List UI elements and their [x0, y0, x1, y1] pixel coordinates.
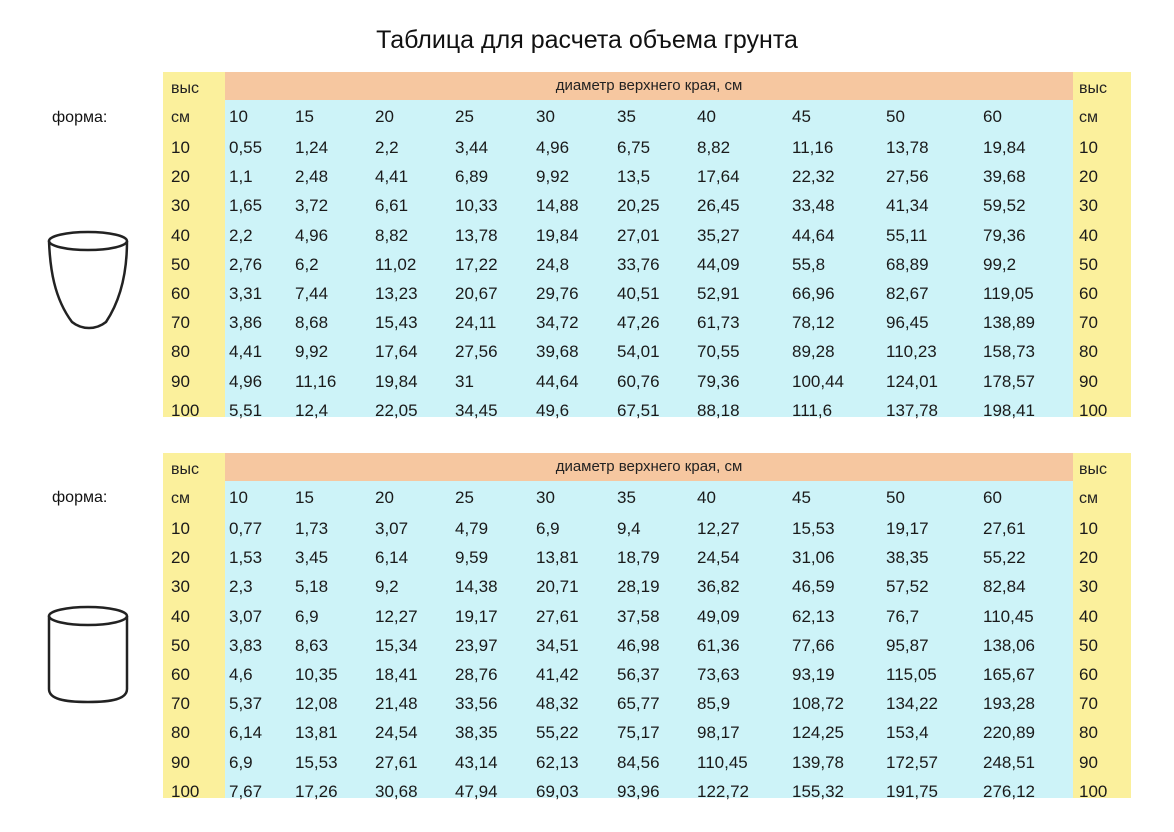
vys-label-left: выс	[171, 80, 199, 97]
diameter-header: 40	[697, 107, 716, 126]
table-cell: 34,72	[536, 313, 579, 332]
height-label-right: 40	[1079, 226, 1098, 245]
table-cell: 61,36	[697, 636, 740, 655]
table-cell: 178,57	[983, 372, 1035, 391]
table-cell: 124,25	[792, 723, 844, 742]
height-label-left: 40	[171, 607, 190, 626]
table-cell: 84,56	[617, 753, 660, 772]
table-cell: 6,2	[295, 255, 319, 274]
table-cell: 12,27	[375, 607, 418, 626]
height-label-right: 20	[1079, 167, 1098, 186]
table-cell: 17,26	[295, 782, 338, 801]
diameter-header: 25	[455, 107, 474, 126]
table-cell: 4,41	[229, 342, 263, 361]
table-cell: 59,52	[983, 196, 1026, 215]
height-label-left: 70	[171, 313, 190, 332]
table-cell: 27,56	[886, 167, 929, 186]
table-cell: 15,34	[375, 636, 418, 655]
table-cell: 89,28	[792, 342, 835, 361]
table-cell: 70,55	[697, 342, 740, 361]
height-label-left: 60	[171, 284, 190, 303]
height-label-right: 20	[1079, 548, 1098, 567]
table-cell: 39,68	[983, 167, 1026, 186]
height-label-right: 10	[1079, 138, 1098, 157]
table-cell: 3,45	[295, 548, 329, 567]
forma-label-2: форма:	[52, 489, 108, 506]
table-cell: 82,67	[886, 284, 929, 303]
table-cell: 19,84	[375, 372, 418, 391]
table-cell: 17,64	[697, 167, 740, 186]
table-cell: 6,9	[229, 753, 253, 772]
table-cell: 165,67	[983, 665, 1035, 684]
table-cell: 153,4	[886, 723, 929, 742]
table-cell: 3,72	[295, 196, 329, 215]
table-cell: 5,51	[229, 401, 263, 420]
table-cell: 115,05	[886, 665, 937, 684]
table-cell: 9,2	[375, 577, 399, 596]
diameter-header: 45	[792, 107, 811, 126]
vys-label-right: выс	[1079, 461, 1107, 478]
table-cell: 55,11	[886, 226, 928, 245]
table-cell: 138,89	[983, 313, 1035, 332]
table-cell: 31	[455, 372, 474, 391]
height-label-left: 50	[171, 255, 190, 274]
table-cell: 49,09	[697, 607, 740, 626]
table-cell: 18,41	[375, 665, 418, 684]
table-cell: 54,01	[617, 342, 660, 361]
height-label-left: 10	[171, 519, 190, 538]
table-cell: 9,59	[455, 548, 489, 567]
height-label-right: 100	[1079, 401, 1108, 420]
table-cell: 3,83	[229, 636, 263, 655]
table-cell: 78,12	[792, 313, 835, 332]
table-cell: 11,02	[375, 255, 417, 274]
table-cell: 17,64	[375, 342, 418, 361]
table-cell: 99,2	[983, 255, 1017, 274]
table-cell: 6,89	[455, 167, 489, 186]
table-cell: 23,97	[455, 636, 498, 655]
height-label-right: 50	[1079, 636, 1098, 655]
diameter-header: 35	[617, 488, 636, 507]
table-cell: 37,58	[617, 607, 660, 626]
table-cell: 15,53	[295, 753, 338, 772]
diameter-header: 60	[983, 107, 1002, 126]
table-cell: 52,91	[697, 284, 740, 303]
diameter-header: 10	[229, 107, 248, 126]
table-cell: 27,61	[983, 519, 1026, 538]
diameter-caption: диаметр верхнего края, см	[555, 458, 743, 475]
table-cell: 76,7	[886, 607, 920, 626]
table-cell: 24,54	[375, 723, 418, 742]
height-label-left: 80	[171, 723, 190, 742]
height-label-right: 90	[1079, 753, 1098, 772]
table-cell: 193,28	[983, 694, 1035, 713]
diameter-header: 50	[886, 488, 905, 507]
table-cell: 20,67	[455, 284, 498, 303]
table-cell: 12,27	[697, 519, 740, 538]
height-label-left: 40	[171, 226, 190, 245]
table-cell: 79,36	[983, 226, 1026, 245]
table-cell: 49,6	[536, 401, 570, 420]
table-cell: 34,51	[536, 636, 579, 655]
table-cell: 172,57	[886, 753, 938, 772]
table-cell: 75,17	[617, 723, 660, 742]
table-cell: 38,35	[455, 723, 498, 742]
table-cell: 110,45	[983, 607, 1034, 626]
table-cell: 44,64	[792, 226, 835, 245]
sm-label-right: см	[1079, 109, 1098, 126]
table-cell: 13,23	[375, 284, 418, 303]
table-cell: 9,92	[536, 167, 570, 186]
sm-label-left: см	[171, 109, 190, 126]
table-cell: 48,32	[536, 694, 579, 713]
table-cell: 155,32	[792, 782, 844, 801]
table-cell: 33,48	[792, 196, 835, 215]
table-cell: 93,96	[617, 782, 660, 801]
height-label-left: 50	[171, 636, 190, 655]
table-cell: 1,73	[295, 519, 329, 538]
height-label-left: 100	[171, 401, 200, 420]
height-label-right: 70	[1079, 694, 1098, 713]
table-cell: 93,19	[792, 665, 835, 684]
table-cell: 8,68	[295, 313, 329, 332]
table-cell: 111,6	[792, 401, 833, 420]
table-cell: 3,07	[229, 607, 263, 626]
table-cell: 9,4	[617, 519, 641, 538]
table-cell: 4,6	[229, 665, 253, 684]
table-cell: 36,82	[697, 577, 740, 596]
table-cell: 11,16	[295, 372, 337, 391]
height-label-right: 60	[1079, 665, 1098, 684]
table-cell: 55,8	[792, 255, 826, 274]
table-cell: 191,75	[886, 782, 938, 801]
table-cell: 7,44	[295, 284, 329, 303]
table-cell: 13,81	[536, 548, 579, 567]
table-cell: 62,13	[536, 753, 579, 772]
table-cell: 61,73	[697, 313, 740, 332]
table-cell: 34,45	[455, 401, 498, 420]
table-cell: 3,31	[229, 284, 263, 303]
table-cell: 39,68	[536, 342, 579, 361]
table-cell: 1,53	[229, 548, 263, 567]
table-cell: 62,13	[792, 607, 835, 626]
height-label-left: 80	[171, 342, 190, 361]
table-cell: 100,44	[792, 372, 844, 391]
table-cell: 60,76	[617, 372, 660, 391]
table-cell: 77,66	[792, 636, 835, 655]
forma-label-1: форма:	[52, 109, 108, 126]
table-cell: 13,78	[886, 138, 929, 157]
height-label-left: 90	[171, 372, 190, 391]
height-label-left: 100	[171, 782, 200, 801]
table-cell: 28,19	[617, 577, 660, 596]
table-cell: 137,78	[886, 401, 938, 420]
table-cell: 3,44	[455, 138, 489, 157]
table-cell: 12,08	[295, 694, 338, 713]
table-cell: 8,63	[295, 636, 329, 655]
table-cell: 27,61	[375, 753, 418, 772]
height-label-left: 70	[171, 694, 190, 713]
table-cell: 9,92	[295, 342, 329, 361]
table-cell: 14,88	[536, 196, 579, 215]
table-cell: 69,03	[536, 782, 579, 801]
table-cell: 79,36	[697, 372, 740, 391]
height-label-right: 50	[1079, 255, 1098, 274]
table-cell: 220,89	[983, 723, 1035, 742]
table-cell: 18,79	[617, 548, 660, 567]
table-cell: 73,63	[697, 665, 740, 684]
diameter-header: 20	[375, 488, 394, 507]
table-cell: 30,68	[375, 782, 418, 801]
table-cell: 27,61	[536, 607, 579, 626]
table-cell: 248,51	[983, 753, 1035, 772]
table-cell: 31,06	[792, 548, 835, 567]
table-cell: 21,48	[375, 694, 418, 713]
table-cell: 88,18	[697, 401, 740, 420]
table-cell: 8,82	[375, 226, 409, 245]
volume-table-cylinder	[163, 453, 1131, 801]
diameter-header: 45	[792, 488, 811, 507]
table-cell: 13,81	[295, 723, 338, 742]
table-cell: 2,76	[229, 255, 263, 274]
table-cell: 44,09	[697, 255, 740, 274]
table-cell: 4,79	[455, 519, 489, 538]
table-cell: 55,22	[983, 548, 1026, 567]
table-cell: 15,43	[375, 313, 418, 332]
cylinder-pot-icon	[44, 603, 136, 705]
table-cell: 56,37	[617, 665, 660, 684]
table-cell: 1,1	[229, 167, 253, 186]
table-cell: 15,53	[792, 519, 835, 538]
height-label-right: 80	[1079, 342, 1098, 361]
table-cell: 22,32	[792, 167, 835, 186]
table-cell: 28,76	[455, 665, 498, 684]
table-cell: 66,96	[792, 284, 835, 303]
table-cell: 198,41	[983, 401, 1035, 420]
table-cell: 43,14	[455, 753, 498, 772]
table-cell: 110,45	[697, 753, 748, 772]
table-cell: 8,82	[697, 138, 731, 157]
height-label-left: 30	[171, 196, 190, 215]
table-cell: 57,52	[886, 577, 929, 596]
diameter-header: 20	[375, 107, 394, 126]
table-cell: 19,84	[983, 138, 1026, 157]
height-label-right: 60	[1079, 284, 1098, 303]
diameter-caption: диаметр верхнего края, см	[555, 77, 743, 94]
table-cell: 35,27	[697, 226, 740, 245]
table-cell: 24,8	[536, 255, 570, 274]
table-cell: 3,86	[229, 313, 263, 332]
table-cell: 6,61	[375, 196, 409, 215]
table-cell: 110,23	[886, 342, 937, 361]
table-cell: 98,17	[697, 723, 740, 742]
table-cell: 4,96	[295, 226, 329, 245]
table-cell: 19,84	[536, 226, 579, 245]
height-label-right: 30	[1079, 196, 1098, 215]
height-label-right: 30	[1079, 577, 1098, 596]
diameter-header: 15	[295, 107, 314, 126]
height-label-right: 80	[1079, 723, 1098, 742]
height-label-right: 100	[1079, 782, 1108, 801]
table-cell: 2,48	[295, 167, 329, 186]
table-cell: 29,76	[536, 284, 579, 303]
table-cell: 6,14	[375, 548, 409, 567]
table-cell: 124,01	[886, 372, 938, 391]
table-cell: 14,38	[455, 577, 498, 596]
sm-label-right: см	[1079, 490, 1098, 507]
height-label-left: 60	[171, 665, 190, 684]
table-cell: 95,87	[886, 636, 929, 655]
height-label-left: 30	[171, 577, 190, 596]
table-cell: 10,35	[295, 665, 338, 684]
table-cell: 26,45	[697, 196, 740, 215]
vys-label-left: выс	[171, 461, 199, 478]
table-cell: 96,45	[886, 313, 929, 332]
table-cell: 10,33	[455, 196, 498, 215]
table-cell: 22,05	[375, 401, 418, 420]
table-cell: 47,94	[455, 782, 498, 801]
sm-label-left: см	[171, 490, 190, 507]
table-cell: 19,17	[455, 607, 498, 626]
table-cell: 6,9	[295, 607, 319, 626]
table-cell: 134,22	[886, 694, 938, 713]
height-label-right: 90	[1079, 372, 1098, 391]
diameter-header: 35	[617, 107, 636, 126]
height-label-right: 70	[1079, 313, 1098, 332]
tapered-pot-icon	[44, 228, 136, 334]
height-label-right: 40	[1079, 607, 1098, 626]
table-cell: 5,18	[295, 577, 329, 596]
table-cell: 4,96	[229, 372, 263, 391]
table-cell: 17,22	[455, 255, 498, 274]
table-cell: 119,05	[983, 284, 1034, 303]
table-cell: 0,55	[229, 138, 263, 157]
height-label-left: 10	[171, 138, 190, 157]
table-cell: 2,3	[229, 577, 253, 596]
table-cell: 41,34	[886, 196, 929, 215]
table-cell: 27,01	[617, 226, 660, 245]
table-cell: 24,54	[697, 548, 740, 567]
table-cell: 6,14	[229, 723, 263, 742]
diameter-header: 30	[536, 107, 555, 126]
table-cell: 33,76	[617, 255, 660, 274]
table-cell: 5,37	[229, 694, 263, 713]
table-cell: 0,77	[229, 519, 263, 538]
table-cell: 158,73	[983, 342, 1035, 361]
table-cell: 12,4	[295, 401, 329, 420]
height-label-left: 90	[171, 753, 190, 772]
table-cell: 139,78	[792, 753, 844, 772]
table-cell: 40,51	[617, 284, 660, 303]
table-cell: 13,5	[617, 167, 651, 186]
height-label-right: 10	[1079, 519, 1098, 538]
table-cell: 82,84	[983, 577, 1026, 596]
table-cell: 6,75	[617, 138, 651, 157]
diameter-header: 30	[536, 488, 555, 507]
table-cell: 2,2	[229, 226, 253, 245]
table-cell: 38,35	[886, 548, 929, 567]
diameter-header: 25	[455, 488, 474, 507]
diameter-header: 60	[983, 488, 1002, 507]
height-label-left: 20	[171, 167, 190, 186]
table-cell: 46,59	[792, 577, 835, 596]
table-cell: 138,06	[983, 636, 1035, 655]
table-cell: 13,78	[455, 226, 498, 245]
table-cell: 19,17	[886, 519, 929, 538]
table-cell: 20,71	[536, 577, 579, 596]
volume-table-tapered	[163, 72, 1131, 420]
table-cell: 108,72	[792, 694, 844, 713]
table-cell: 1,24	[295, 138, 329, 157]
vys-label-right: выс	[1079, 80, 1107, 97]
diameter-header: 40	[697, 488, 716, 507]
table-cell: 44,64	[536, 372, 579, 391]
table-cell: 20,25	[617, 196, 660, 215]
table-cell: 7,67	[229, 782, 263, 801]
table-cell: 11,16	[792, 138, 834, 157]
table-cell: 67,51	[617, 401, 660, 420]
diameter-header: 10	[229, 488, 248, 507]
table-cell: 2,2	[375, 138, 399, 157]
page-title: Таблица для расчета объема грунта	[376, 26, 798, 54]
table-cell: 276,12	[983, 782, 1035, 801]
table-cell: 46,98	[617, 636, 660, 655]
table-cell: 85,9	[697, 694, 731, 713]
table-cell: 24,11	[455, 313, 497, 332]
table-cell: 68,89	[886, 255, 929, 274]
table-cell: 55,22	[536, 723, 579, 742]
table-cell: 33,56	[455, 694, 498, 713]
diameter-header: 50	[886, 107, 905, 126]
table-cell: 47,26	[617, 313, 660, 332]
table-cell: 27,56	[455, 342, 498, 361]
table-cell: 65,77	[617, 694, 660, 713]
table-cell: 1,65	[229, 196, 263, 215]
table-cell: 4,41	[375, 167, 409, 186]
table-cell: 6,9	[536, 519, 560, 538]
table-cell: 41,42	[536, 665, 579, 684]
height-label-left: 20	[171, 548, 190, 567]
table-cell: 122,72	[697, 782, 749, 801]
table-cell: 3,07	[375, 519, 409, 538]
diameter-header: 15	[295, 488, 314, 507]
table-cell: 4,96	[536, 138, 570, 157]
